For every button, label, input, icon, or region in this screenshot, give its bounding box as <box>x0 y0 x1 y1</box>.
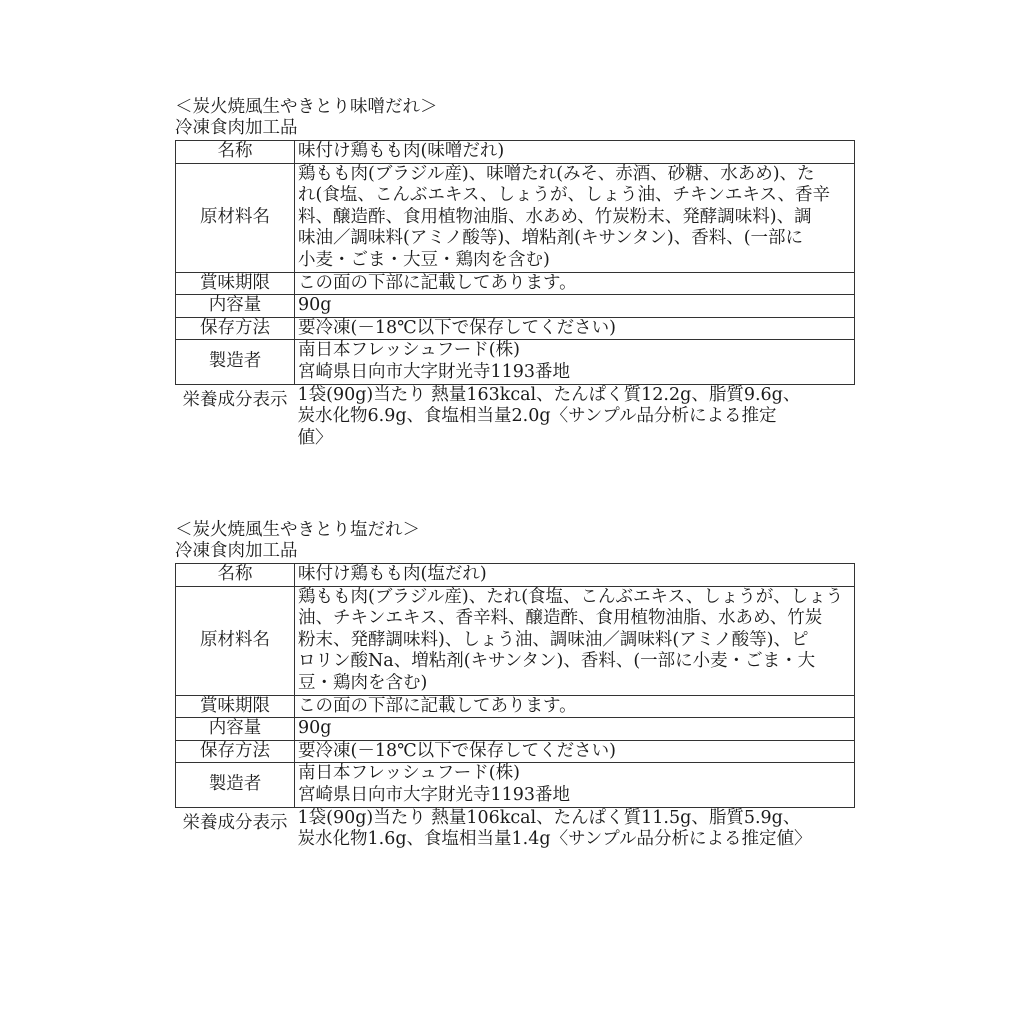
row-label-contents: 内容量 <box>176 295 295 318</box>
product-category: 冷凍食肉加工品 <box>175 118 298 138</box>
ingredients-line: 鶏もも肉(ブラジル産)、たれ(食塩、こんぶエキス、しょうが、しょう <box>298 586 844 607</box>
table-row <box>176 340 855 384</box>
ingredients-line: 料、醸造酢、食用植物油脂、水あめ、竹炭粉末、発酵調味料)、調 <box>298 206 812 227</box>
product-category: 冷凍食肉加工品 <box>175 541 298 561</box>
row-value-ingredients <box>295 163 855 272</box>
table-row <box>176 317 855 340</box>
row-label-contents: 内容量 <box>176 718 295 741</box>
row-label-manufacturer: 製造者 <box>176 763 295 807</box>
row-value-best-before: この面の下部に記載してあります。 <box>295 695 855 718</box>
manufacturer-name: 南日本フレッシュフード(株) <box>298 340 520 361</box>
product-section-miso <box>175 96 855 449</box>
row-label-manufacturer: 製造者 <box>176 340 295 384</box>
ingredients-line: 味油／調味料(アミノ酸等)、増粘剤(キサンタン)、香料、(一部に <box>298 228 804 249</box>
table-row <box>176 718 855 741</box>
row-value-storage: 要冷凍(－18℃以下で保存してください) <box>295 740 855 763</box>
table-row <box>176 695 855 718</box>
manufacturer-address: 宮崎県日向市大字財光寺1193番地 <box>298 784 571 805</box>
row-label-ingredients: 原材料名 <box>176 586 295 695</box>
ingredients-line: 粉末、発酵調味料)、しょう油、調味油／調味料(アミノ酸等)、ピ <box>298 629 809 650</box>
row-value-ingredients <box>295 586 855 695</box>
row-value-manufacturer <box>295 763 855 807</box>
table-row <box>176 564 855 587</box>
row-value-nutrition <box>295 384 855 449</box>
ingredients-line: 豆・鶏肉を含む) <box>298 672 428 693</box>
manufacturer-name: 南日本フレッシュフード(株) <box>298 763 520 784</box>
nutrition-line: 値〉 <box>297 427 333 448</box>
row-label-best-before: 賞味期限 <box>176 272 295 295</box>
product-section-salt <box>175 519 855 851</box>
ingredients-line: 小麦・ごま・大豆・鶏肉を含む) <box>298 249 550 270</box>
table-row <box>176 384 855 449</box>
table-row <box>176 807 855 851</box>
row-label-name: 名称 <box>176 564 295 587</box>
table-row <box>176 763 855 807</box>
row-label-storage: 保存方法 <box>176 740 295 763</box>
ingredients-line: ロリン酸Na、増粘剤(キサンタン)、香料、(一部に小麦・ごま・大 <box>298 651 816 672</box>
ingredients-line: れ(食塩、こんぶエキス、しょうが、しょう油、チキンエキス、香辛 <box>298 185 831 206</box>
row-label-nutrition: 栄養成分表示 <box>182 812 288 833</box>
row-value-manufacturer <box>295 340 855 384</box>
row-label-ingredients: 原材料名 <box>176 163 295 272</box>
ingredients-line: 鶏もも肉(ブラジル産)、味噌たれ(みそ、赤酒、砂糖、水あめ)、た <box>298 163 815 184</box>
row-value-contents: 90g <box>295 295 855 318</box>
table-row <box>176 163 855 272</box>
table-row <box>176 141 855 164</box>
row-value-contents: 90g <box>295 718 855 741</box>
table-row <box>176 272 855 295</box>
nutrition-line: 炭水化物6.9g、食塩相当量2.0g〈サンプル品分析による推定 <box>297 406 777 427</box>
row-value-name: 味付け鶏もも肉(塩だれ) <box>295 564 855 587</box>
table-row <box>176 295 855 318</box>
product-title: ＜炭火焼風生やきとり味噌だれ＞ <box>175 97 438 117</box>
row-label-name: 名称 <box>176 141 295 164</box>
row-label-storage: 保存方法 <box>176 317 295 340</box>
row-value-nutrition <box>295 807 855 851</box>
nutrition-line: 炭水化物1.6g、食塩相当量1.4g〈サンプル品分析による推定値〉 <box>297 829 812 850</box>
row-value-best-before: この面の下部に記載してあります。 <box>295 272 855 295</box>
row-value-name: 味付け鶏もも肉(味噌だれ) <box>295 141 855 164</box>
manufacturer-address: 宮崎県日向市大字財光寺1193番地 <box>298 361 571 382</box>
ingredients-line: 油、チキンエキス、香辛料、醸造酢、食用植物油脂、水あめ、竹炭 <box>298 608 823 629</box>
nutrition-line: 1袋(90g)当たり 熱量163kcal、たんぱく質12.2g、脂質9.6g、 <box>297 384 801 405</box>
product-spec-table <box>175 140 855 449</box>
table-row <box>176 586 855 695</box>
product-spec-table <box>175 563 855 851</box>
product-title: ＜炭火焼風生やきとり塩だれ＞ <box>175 520 420 540</box>
row-value-storage: 要冷凍(－18℃以下で保存してください) <box>295 317 855 340</box>
row-label-nutrition: 栄養成分表示 <box>182 389 288 410</box>
row-label-best-before: 賞味期限 <box>176 695 295 718</box>
nutrition-line: 1袋(90g)当たり 熱量106kcal、たんぱく質11.5g、脂質5.9g、 <box>297 807 801 828</box>
table-row <box>176 740 855 763</box>
